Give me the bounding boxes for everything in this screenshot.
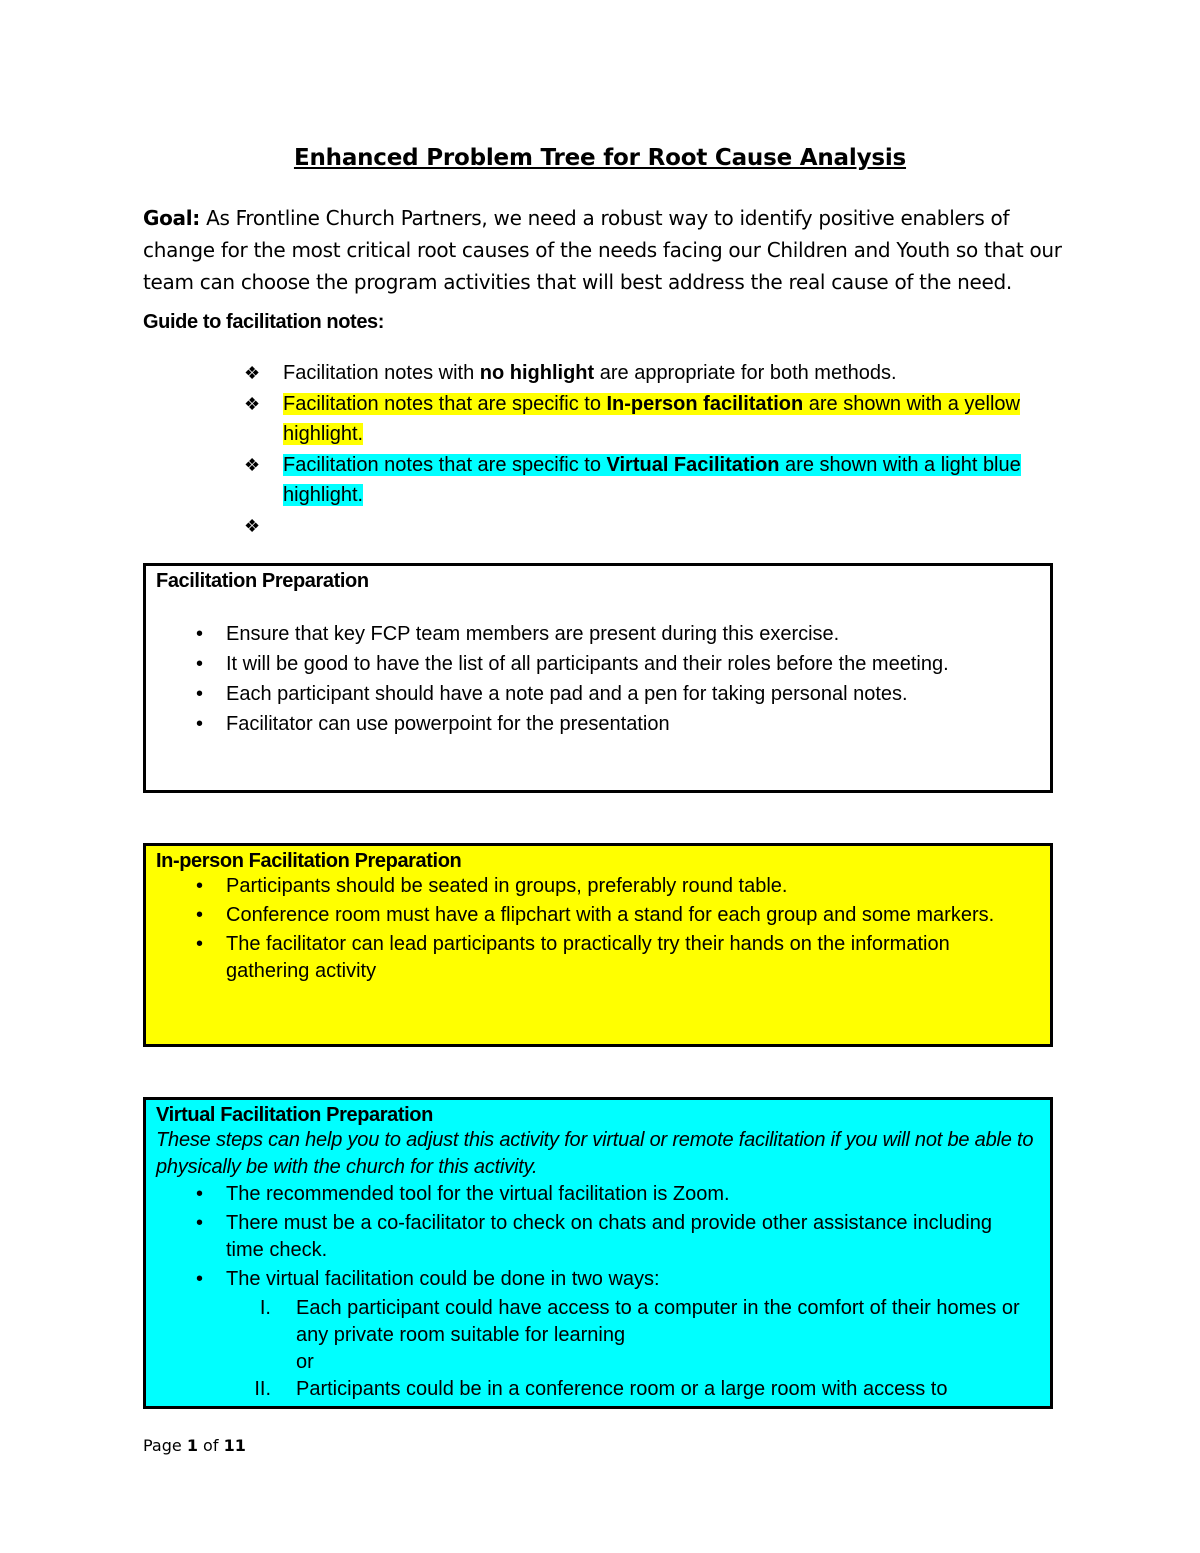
prep-list — [146, 621, 1050, 738]
current-page: 1 — [186, 1436, 198, 1455]
bullet-icon: • — [196, 653, 204, 675]
guide-item-no-highlight: ❖ Facilitation notes with no highlight are appropriate for both methods. — [244, 358, 1064, 389]
virtual-list — [146, 1181, 1050, 1293]
bullet-icon: • — [196, 1183, 204, 1205]
inperson-preparation-box — [143, 843, 1053, 1047]
list-item: • There must be a co-facilitator to check on chats and provide other assistance including time check. — [196, 1212, 992, 1261]
bullet-icon: • — [196, 933, 204, 955]
document-title: Enhanced Problem Tree for Root Cause Analysis — [293, 145, 907, 171]
list-item: • The facilitator can lead participants to practically try their hands on the information gathering activity — [196, 933, 950, 982]
list-item: • It will be good to have the list of all participants and their roles before the meeting. — [146, 651, 1050, 678]
ways-list — [146, 1376, 1050, 1403]
diamond-bullet-icon: ❖ — [244, 454, 261, 475]
diamond-bullet-icon: ❖ — [244, 393, 261, 414]
way-item: I. Each participant could have access to a computer in the comfort of their homes or any private room suitable for learning — [146, 1295, 1050, 1349]
box-heading: In-person Facilitation Preparation — [156, 850, 462, 872]
guide-item-empty — [244, 511, 1064, 542]
bullet-icon: • — [196, 683, 204, 705]
total-pages: 11 — [223, 1436, 246, 1455]
guide-item-blue: ❖ Facilitation notes that are specific to Virtual Facilitation are shown with a light blue highlight. — [244, 450, 1064, 511]
list-item: • Ensure that key FCP team members are present during this exercise. — [146, 621, 1050, 648]
goal-text: As Frontline Church Partners, we need a robust way to identify positive enablers of change for the most critical root causes of the needs facing our Children and Youth so that our team can choose the program activities that will best address the real cause of the need. — [143, 206, 1062, 294]
diamond-bullet-icon: ❖ — [244, 363, 261, 383]
virtual-intro: These steps can help you to adjust this activity for virtual or remote facilitation if you will not be able to physically be with the church for this activity. — [156, 1129, 1034, 1178]
guide-item-yellow: ❖ Facilitation notes that are specific to In-person facilitation are shown with a yellow highlight. — [244, 389, 1064, 450]
box-heading: Virtual Facilitation Preparation — [156, 1104, 433, 1126]
list-item: • Facilitator can use powerpoint for the presentation — [146, 711, 1050, 738]
roman-numeral: I. — [259, 1297, 271, 1319]
list-item: • Participants should be seated in groups, preferably round table. — [146, 873, 1050, 900]
list-item: • Conference room must have a flipchart with a stand for each group and some markers. — [146, 902, 1050, 929]
facilitation-preparation-box — [143, 563, 1053, 793]
inperson-list — [146, 873, 1050, 985]
way-item: II. Participants could be in a conference room or a large room with access to — [146, 1376, 1050, 1403]
bullet-icon: • — [196, 875, 204, 897]
bullet-icon: • — [196, 713, 204, 735]
list-item: • Each participant should have a note pad and a pen for taking personal notes. — [146, 681, 1050, 708]
virtual-preparation-box — [143, 1097, 1053, 1409]
or-separator: or — [296, 1351, 314, 1373]
list-item: • The virtual facilitation could be done in two ways: — [146, 1266, 1050, 1293]
diamond-bullet-icon: ❖ — [244, 515, 261, 536]
page-footer: Page 1 of 11 — [143, 1436, 246, 1455]
goal-label: Goal: — [143, 206, 201, 230]
list-item: • The recommended tool for the virtual facilitation is Zoom. — [146, 1181, 1050, 1208]
ways-list — [146, 1295, 1050, 1349]
guide-heading: Guide to facilitation notes: — [143, 311, 385, 333]
guide-list — [244, 358, 1064, 541]
bullet-icon: • — [196, 1212, 204, 1234]
bullet-icon: • — [196, 1268, 204, 1290]
box-heading: Facilitation Preparation — [156, 570, 369, 592]
bullet-icon: • — [196, 904, 204, 926]
goal-paragraph — [143, 202, 1063, 298]
bullet-icon: • — [196, 623, 204, 645]
roman-numeral: II. — [254, 1378, 271, 1400]
